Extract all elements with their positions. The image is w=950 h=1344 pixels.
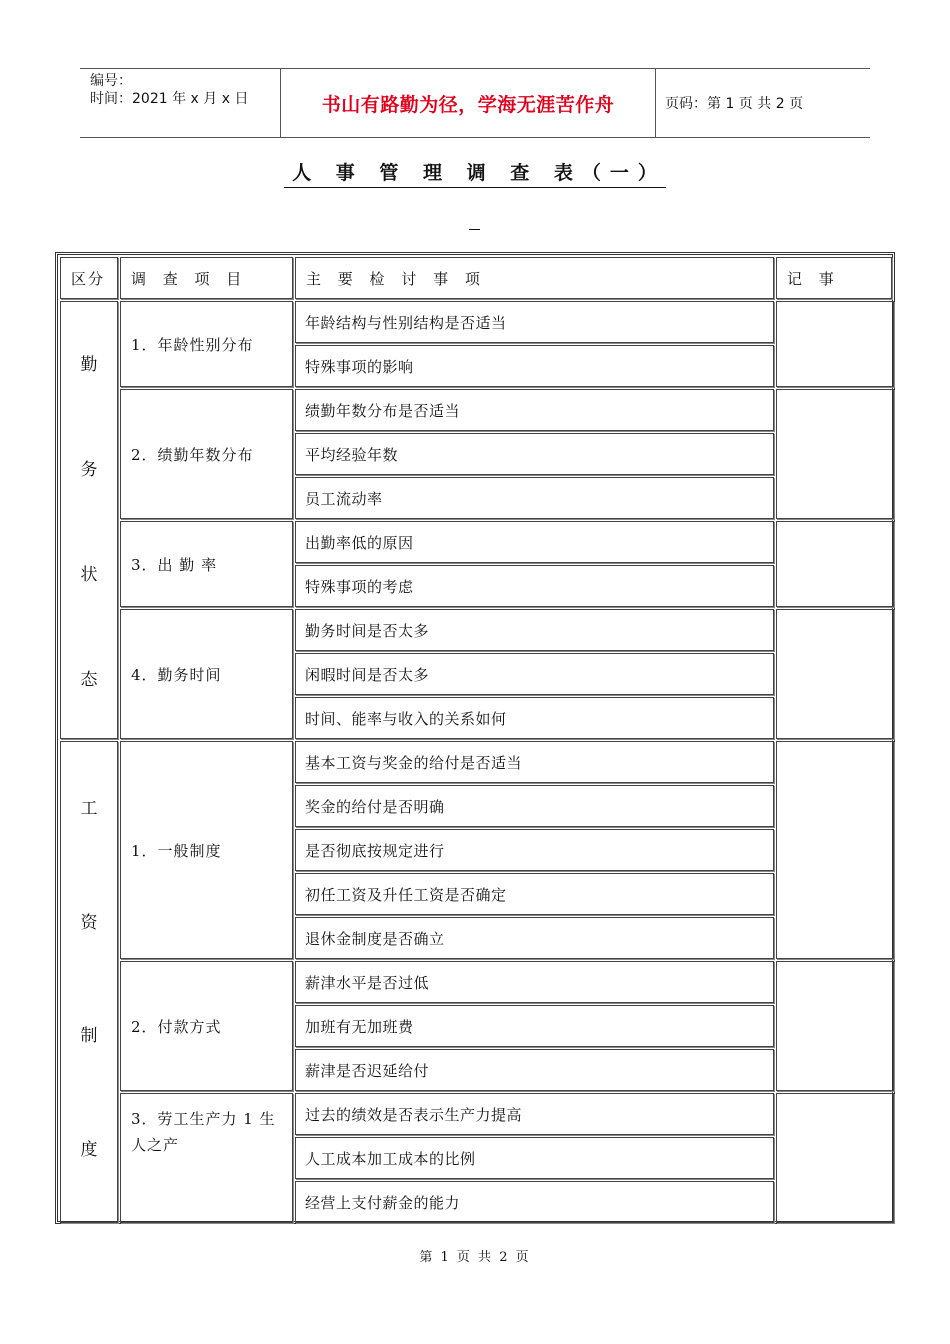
region-cell: [60, 301, 118, 739]
check-point: 基本工资与奖金的给付是否适当: [295, 741, 774, 783]
check-point: 是否彻底按规定进行: [295, 829, 774, 871]
check-point: 特殊事项的影响: [295, 345, 774, 387]
notes-cell: [776, 389, 894, 519]
survey-item: 2．付款方式: [120, 961, 293, 1091]
region-char: 勤: [80, 355, 98, 375]
check-point: 时间、能率与收入的关系如何: [295, 697, 774, 739]
notes-cell: [776, 741, 894, 959]
notes-cell: [776, 521, 894, 607]
dash-mark: [469, 229, 480, 230]
survey-item: 3．劳工生产力 1 生人之产: [120, 1093, 293, 1223]
region-char: 制: [80, 1026, 98, 1047]
page-title: 人 事 管 理 调 查 表（一）: [284, 162, 666, 188]
check-point: 初任工资及升任工资是否确定: [295, 873, 774, 915]
region-char: 度: [80, 1139, 98, 1160]
check-point: 经营上支付薪金的能力: [295, 1181, 774, 1223]
check-point: 平均经验年数: [295, 433, 774, 475]
notes-cell: [776, 301, 894, 387]
check-point: 人工成本加工成本的比例: [295, 1137, 774, 1179]
survey-item: 2．绩勤年数分布: [120, 389, 293, 519]
check-point: 奖金的给付是否明确: [295, 785, 774, 827]
document-header: [80, 68, 870, 138]
region-cell: [60, 741, 118, 1223]
page-title-wrap: [0, 158, 950, 185]
check-point: 薪津是否迟延给付: [295, 1049, 774, 1091]
header-region: 区分: [60, 257, 118, 299]
header-checks: 主 要 检 讨 事 项: [295, 257, 774, 299]
check-point: 出勤率低的原因: [295, 521, 774, 563]
survey-table: [55, 252, 895, 1224]
header-item: 调 查 项 目: [120, 257, 293, 299]
number-label: 编号：: [90, 73, 132, 89]
header-notes: 记 事: [776, 257, 892, 299]
notes-cell: [776, 1093, 894, 1223]
check-point: 过去的绩效是否表示生产力提高: [295, 1093, 774, 1135]
check-point: 年龄结构与性别结构是否适当: [295, 301, 774, 343]
region-char: 态: [80, 670, 98, 690]
survey-item: 1．年龄性别分布: [120, 301, 293, 387]
page-footer: 第 1 页 共 2 页: [419, 1250, 531, 1265]
header-meta: [80, 69, 280, 137]
check-point: 绩勤年数分布是否适当: [295, 389, 774, 431]
check-point: 薪津水平是否过低: [295, 961, 774, 1003]
region-char: 工: [80, 799, 98, 820]
page-label: 页码：第 1 页 共 2 页: [665, 96, 804, 112]
survey-item: 3．出 勤 率: [120, 521, 293, 607]
motto: 书山有路勤为径，学海无涯苦作舟: [280, 69, 656, 137]
check-point: 闲暇时间是否太多: [295, 653, 774, 695]
notes-cell: [776, 609, 894, 739]
check-point: 退休金制度是否确立: [295, 917, 774, 959]
region-char: 状: [80, 565, 98, 585]
region-char: 资: [80, 912, 98, 933]
notes-cell: [776, 961, 894, 1091]
check-point: 特殊事项的考虑: [295, 565, 774, 607]
survey-item: 1．一般制度: [120, 741, 293, 959]
time-label: 时间：2021 年 x 月 x 日: [90, 91, 249, 107]
region-char: 务: [80, 460, 98, 480]
check-point: 员工流动率: [295, 477, 774, 519]
check-point: 勤务时间是否太多: [295, 609, 774, 651]
check-point: 加班有无加班费: [295, 1005, 774, 1047]
survey-item: 4．勤务时间: [120, 609, 293, 739]
